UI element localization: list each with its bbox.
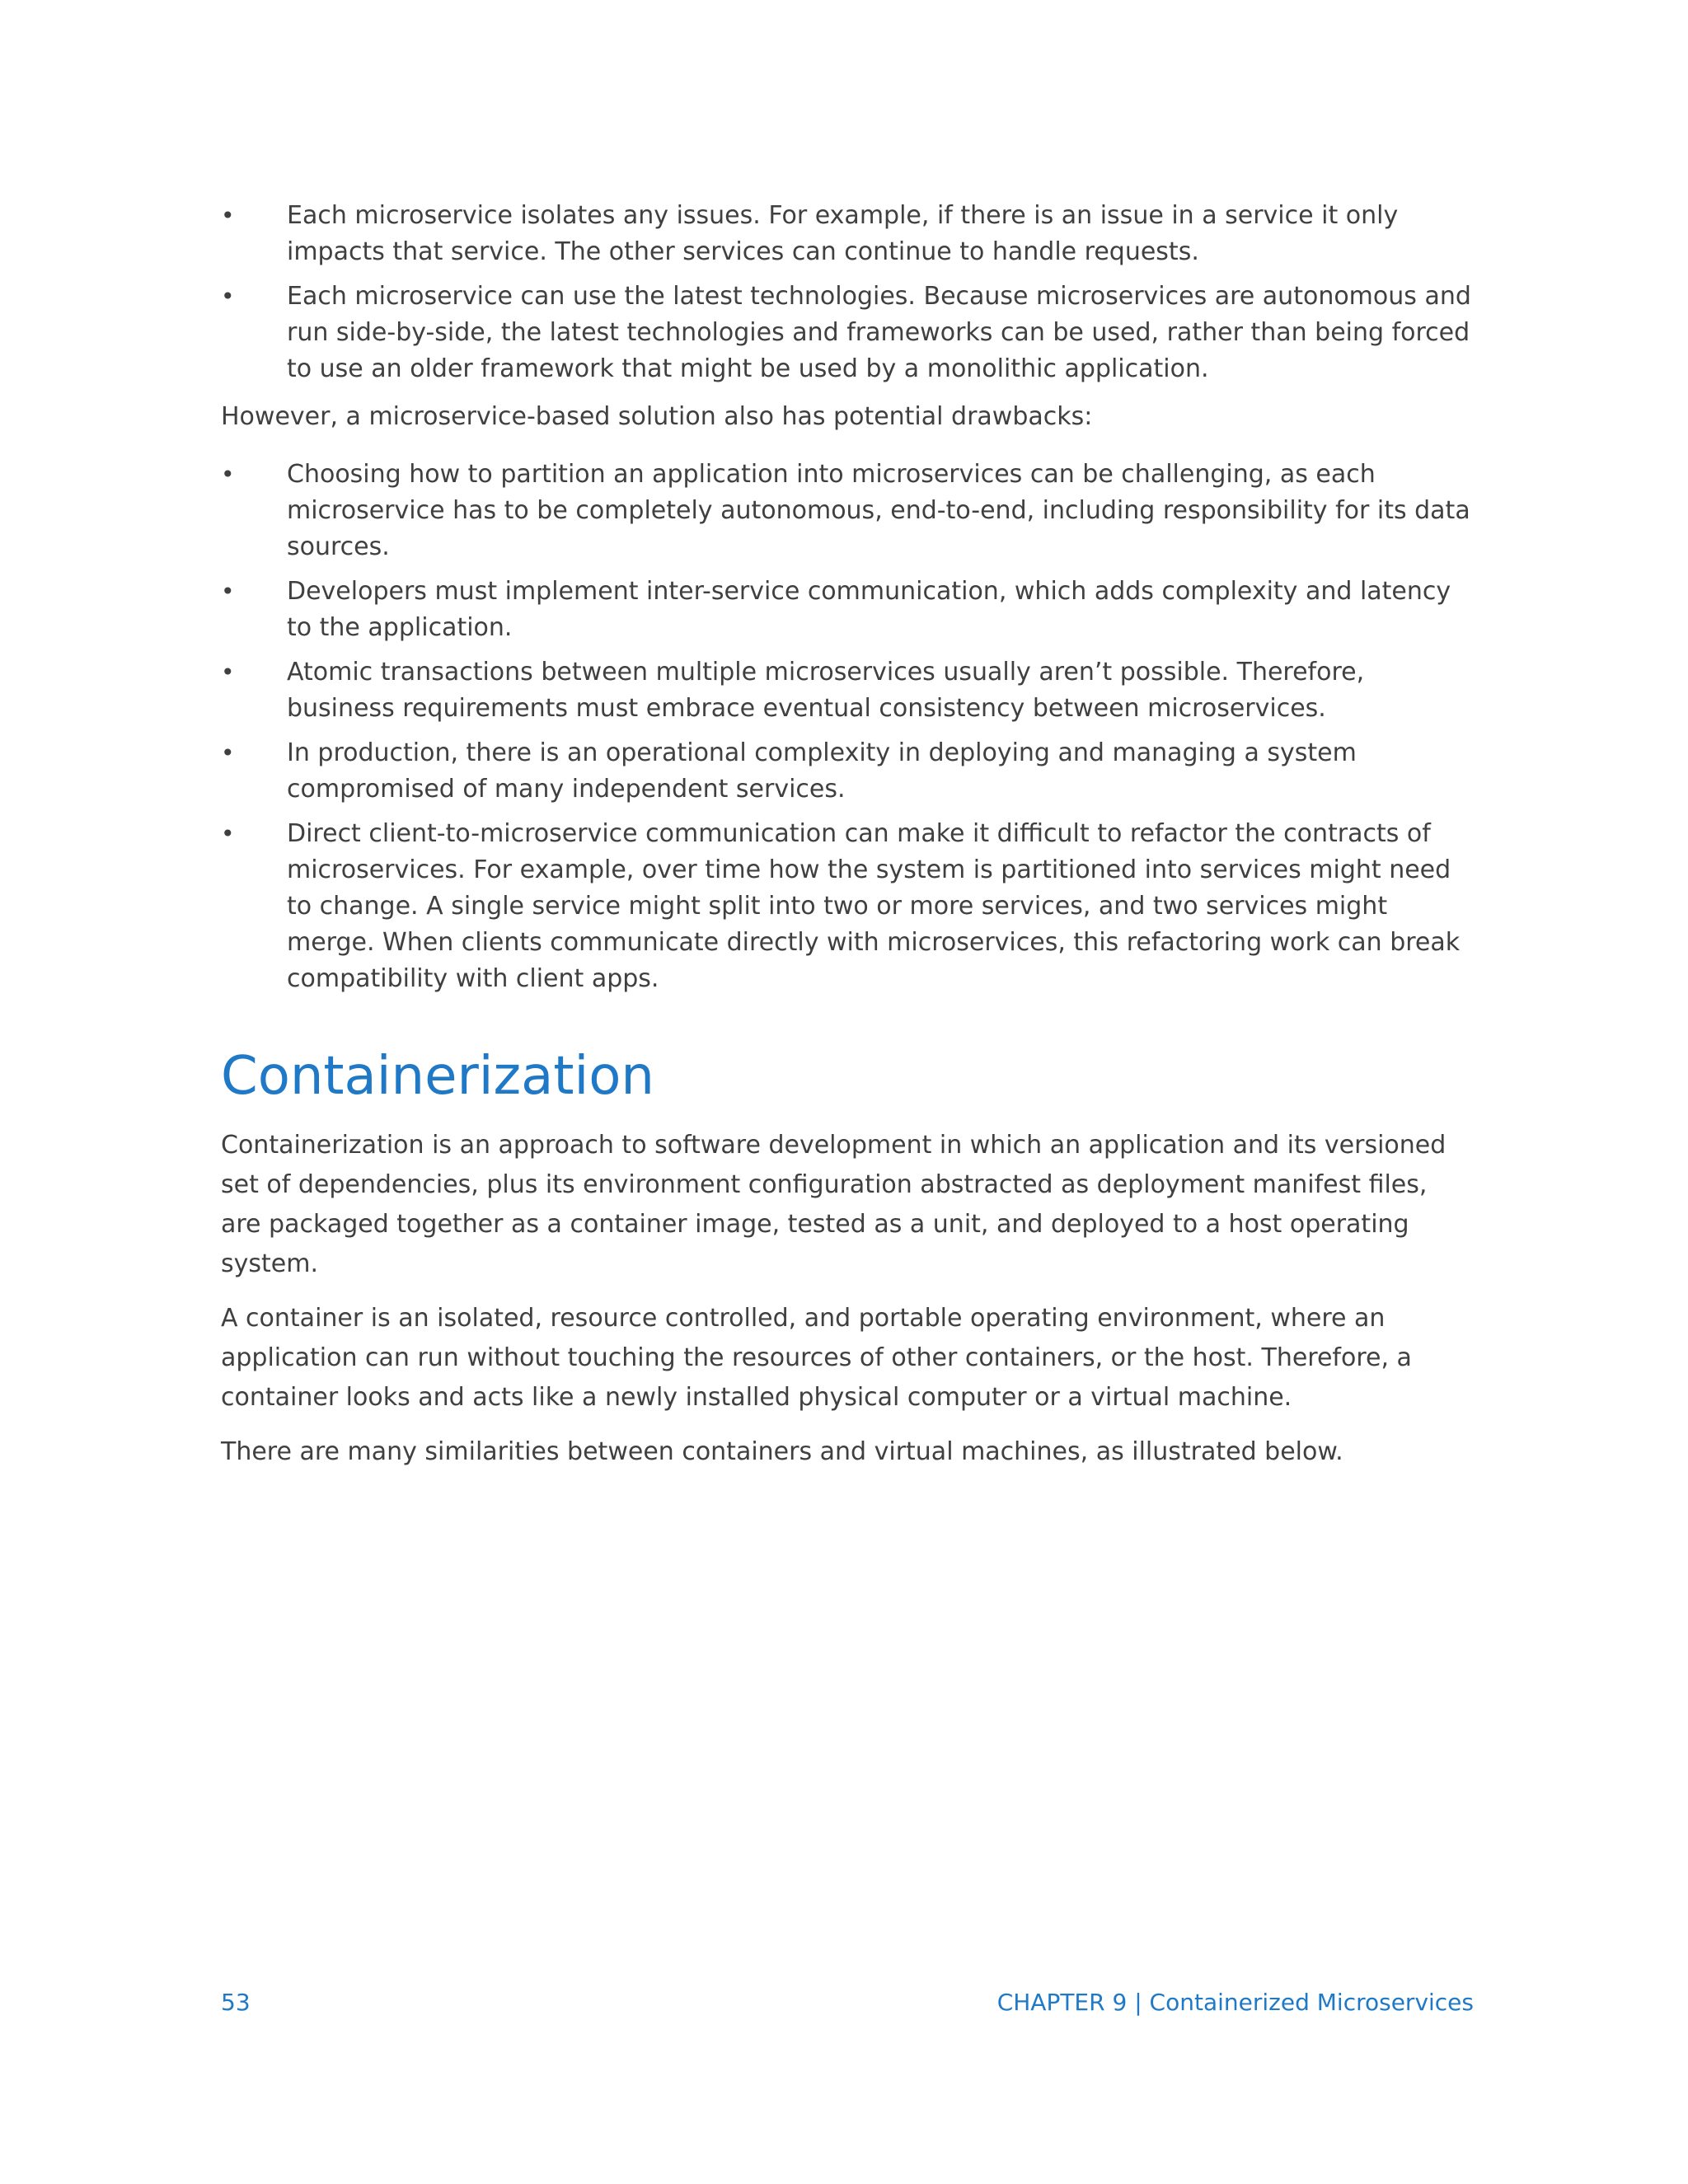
chapter-title: Containerized Microservices xyxy=(1149,1989,1474,2016)
benefits-list xyxy=(221,198,1474,387)
drawbacks-list xyxy=(221,457,1474,997)
list-item-text: Atomic transactions between multiple microservices usually aren’t possible. Therefore, business requirements must embrace eventual consistency between microservices. xyxy=(287,658,1365,723)
body-paragraph: There are many similarities between containers and virtual machines, as illustrated below. xyxy=(221,1437,1343,1466)
section-heading: Containerization xyxy=(221,1046,654,1107)
bullet-icon: • xyxy=(221,578,235,605)
list-item-text: Choosing how to partition an application into microservices can be challenging, as each microservice has to be completely autonomous, end-to-end, including responsibility for its data sources. xyxy=(287,460,1470,561)
bullet-icon: • xyxy=(221,820,235,847)
body-paragraph: A container is an isolated, resource controlled, and portable operating environment, where an application can run without touching the resources of other containers, or the host. Therefore, a container looks and acts like a newly installed physical computer or a virtual machine. xyxy=(221,1304,1412,1412)
list-item xyxy=(221,654,1474,727)
chapter-separator: | xyxy=(1134,1989,1142,2016)
bullet-icon: • xyxy=(221,739,235,766)
bullet-icon: • xyxy=(221,461,235,488)
list-item xyxy=(221,574,1474,646)
list-item-text: Direct client-to-microservice communication can make it difficult to refactor the contracts of microservices. For example, over time how the system is partitioned into services might need to change. A single service might split into two or more services, and two services might merge. When clients communicate directly with microservices, this refactoring work can break compatibility with client apps. xyxy=(287,819,1461,993)
list-item-text: Each microservice can use the latest technologies. Because microservices are autonomous and run side-by-side, the latest technologies and frameworks can be used, rather than being forced to use an older framework that might be used by a monolithic application. xyxy=(287,282,1471,383)
list-item-text: Each microservice isolates any issues. For example, if there is an issue in a service it only impacts that service. The other services can continue to handle requests. xyxy=(287,201,1399,266)
page-number: 53 xyxy=(221,1989,251,2016)
body-paragraph: Containerization is an approach to software development in which an application and its versioned set of dependencies, plus its environment configuration abstracted as deployment manifest files, are packaged together as a container image, tested as a unit, and deployed to a host operating system. xyxy=(221,1131,1447,1278)
bullet-icon: • xyxy=(221,658,235,686)
chapter-running-head xyxy=(997,1988,1474,2018)
list-item xyxy=(221,457,1474,565)
list-item xyxy=(221,816,1474,997)
bullet-icon: • xyxy=(221,283,235,310)
list-item xyxy=(221,279,1474,387)
list-item xyxy=(221,735,1474,808)
page-content xyxy=(221,198,1474,1487)
list-item-text: Developers must implement inter-service communication, which adds complexity and latency to the application. xyxy=(287,577,1451,642)
bullet-icon: • xyxy=(221,202,235,229)
list-item xyxy=(221,198,1474,270)
list-item-text: In production, there is an operational complexity in deploying and managing a system compromised of many independent services. xyxy=(287,738,1357,804)
drawbacks-intro: However, a microservice-based solution also has potential drawbacks: xyxy=(221,402,1093,431)
chapter-label: CHAPTER 9 xyxy=(996,1989,1128,2016)
